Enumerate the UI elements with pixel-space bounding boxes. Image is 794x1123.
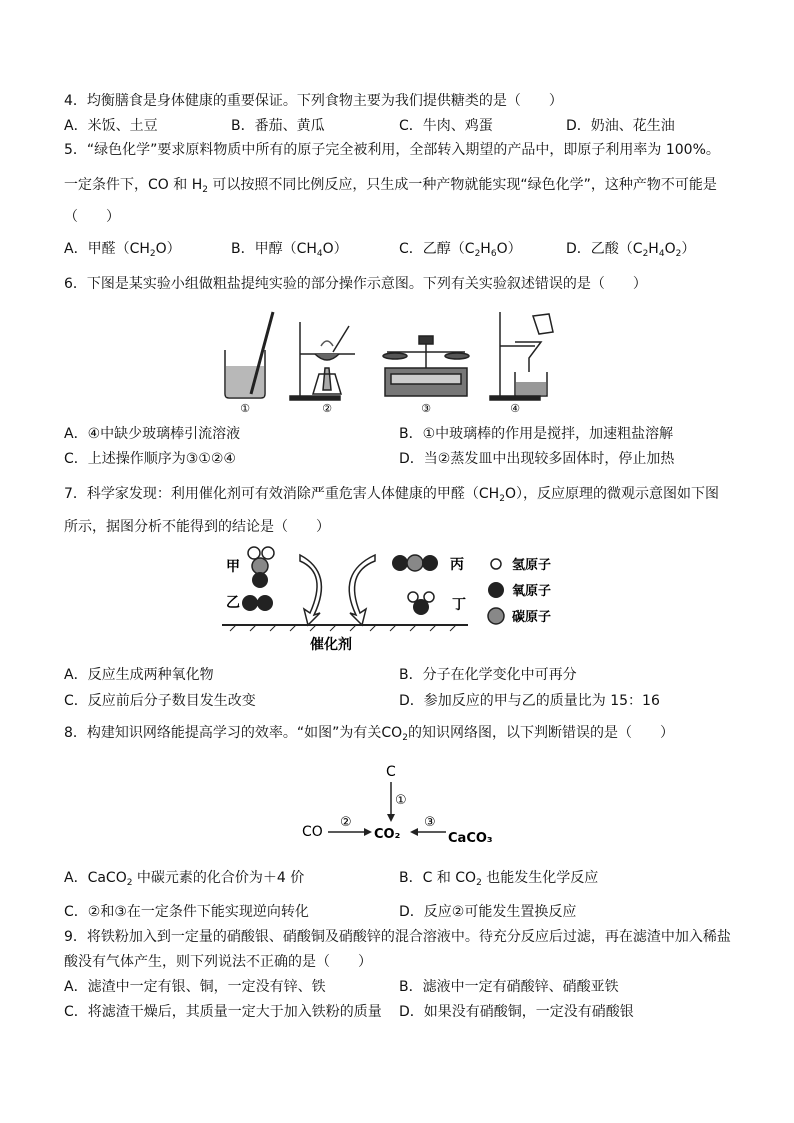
label-yi: 乙	[226, 595, 240, 611]
legend-hydrogen: 氢原子	[512, 558, 552, 573]
arrow-label-2: ②	[340, 815, 352, 830]
q8-stem: 8．构建知识网络能提高学习的效率。“如图”为有关$CO_2$的知识网络图，以下判断错误的是（ ）	[64, 725, 674, 743]
q9-line2: 酸没有气体产生，则下列说法不正确的是（ ）	[64, 954, 372, 970]
figure-label-3: ③	[421, 402, 431, 415]
salt-purification-figure	[215, 302, 560, 418]
node-co2: CO₂	[374, 827, 401, 842]
q9-line1: 9．将铁粉加入到一定量的硝酸银、硝酸铜及硝酸锌的混合溶液中。待充分反应后过滤，再在滤渣中加入稀盐	[64, 929, 731, 945]
q4-option-b: B．番茄、黄瓜	[231, 118, 325, 134]
q6-option-d: D．当②蒸发皿中出现较多固体时，停止加热	[399, 451, 675, 467]
q5-line2: 一定条件下，CO 和 $H_2$ 可以按照不同比例反应，只生成一种产物就能实现“绿色化学”，这种产物不可能是	[64, 177, 717, 195]
q8-option-a: A．CaCO$_2$ 中碳元素的化合价为＋4 价	[64, 870, 305, 888]
label-bing: 丙	[450, 557, 464, 573]
q5-option-b: B．甲醇$(CH_4O)$	[231, 241, 348, 259]
q4-stem: 4．均衡膳食是身体健康的重要保证。下列食物主要为我们提供糖类的是（ ）	[64, 93, 563, 109]
arrow-label-3: ③	[424, 815, 436, 830]
q8-option-d: D．反应②可能发生置换反应	[399, 904, 577, 920]
q7-line1: 7．科学家发现：利用催化剂可有效消除严重危害人体健康的甲醛$(CH_2O)$，反应原理的微观示意图如下图	[64, 486, 719, 504]
legend-oxygen: 氧原子	[512, 584, 552, 599]
q7-option-a: A．反应生成两种氧化物	[64, 667, 214, 683]
figure-label-4: ④	[510, 402, 520, 415]
q6-option-b: B．①中玻璃棒的作用是搅拌，加速粗盐溶解	[399, 426, 674, 442]
label-catalyst: 催化剂	[310, 637, 352, 653]
filtration-diagram	[490, 312, 553, 400]
node-co: CO	[302, 824, 323, 840]
label-ding: 丁	[452, 597, 466, 613]
q5-line1: 5．“绿色化学”要求原料物质中所有的原子完全被利用，全部转入期望的产品中，即原子利用率为 100%。	[64, 142, 720, 158]
q6-stem: 6．下图是某实验小组做粗盐提纯实验的部分操作示意图。下列有关实验叙述错误的是（ ）	[64, 276, 647, 292]
co2-knowledge-network-figure	[298, 760, 508, 852]
q9-option-b: B．滤液中一定有硝酸锌、硝酸亚铁	[399, 979, 619, 995]
arrow-label-1: ①	[395, 793, 407, 808]
q5-option-d: D．乙酸$(C_2H_4O_2)$	[566, 241, 696, 259]
q9-option-c: C．将滤渣干燥后，其质量一定大于加入铁粉的质量	[64, 1004, 382, 1020]
beaker-with-rod-diagram	[225, 312, 273, 398]
q9-option-d: D．如果没有硝酸铜，一定没有硝酸银	[399, 1004, 634, 1020]
evaporation-diagram	[290, 322, 355, 400]
q8-option-b: B．C 和 $CO_2$ 也能发生化学反应	[399, 870, 599, 888]
q7-option-c: C．反应前后分子数目发生改变	[64, 693, 256, 709]
q9-option-a: A．滤渣中一定有银、铜，一定没有锌、铁	[64, 979, 326, 995]
figure-label-2: ②	[322, 402, 332, 415]
node-c: C	[386, 764, 396, 780]
q4-option-d: D．奶油、花生油	[566, 118, 675, 134]
figure-label-1: ①	[240, 402, 250, 415]
q8-option-c: C．②和③在一定条件下能实现逆向转化	[64, 904, 309, 920]
legend-carbon: 碳原子	[512, 610, 552, 625]
q5-option-a: A．甲醛$(CH_2O)$	[64, 241, 181, 259]
q5-option-c: C．乙醇$(C_2H_6O)$	[399, 241, 522, 259]
formaldehyde-reaction-figure	[220, 543, 572, 655]
q6-option-a: A．④中缺少玻璃棒引流溶液	[64, 426, 241, 442]
q7-line2: 所示，据图分析不能得到的结论是（ ）	[64, 519, 330, 535]
q7-option-d: D．参加反应的甲与乙的质量比为 15：16	[399, 693, 660, 709]
node-caco3: CaCO₃	[448, 831, 493, 846]
q5-line3: （ ）	[64, 209, 120, 225]
q7-option-b: B．分子在化学变化中可再分	[399, 667, 577, 683]
q4-option-a: A．米饭、土豆	[64, 118, 158, 134]
q4-option-c: C．牛肉、鸡蛋	[399, 118, 493, 134]
balance-diagram	[383, 336, 469, 396]
label-jia: 甲	[226, 559, 240, 575]
q6-option-c: C．上述操作顺序为③①②④	[64, 451, 236, 467]
